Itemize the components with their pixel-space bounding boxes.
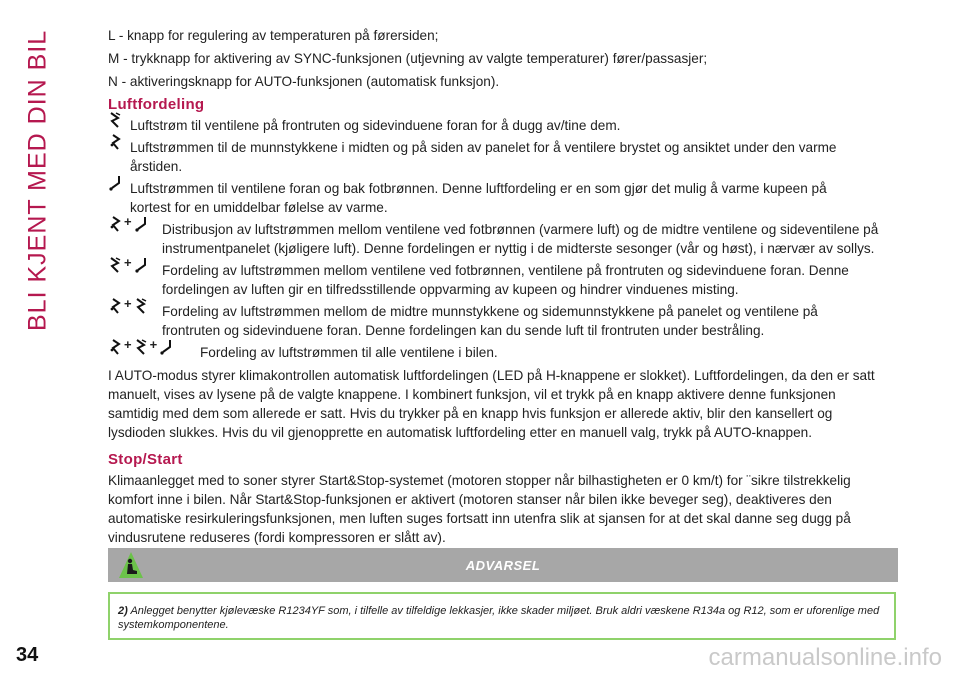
stopstart-line-3: automatiske resirkuleringsfunksjonen, men luften suges fortsatt inn utenfra slik at sjansen for at det skal danne seg dugg på — [108, 511, 851, 526]
warning-text: Anlegget benytter kjølevæske R1234YF som, i tilfelle av tilfeldige lekkasjer, ikke skader miljøet. Bruk aldri væskene R134a og R12, som er uforenlige med systemkomponentene. — [118, 605, 880, 631]
distribution-text: Luftstrømmen til ventilene foran og bak fotbrønnen. Denne luftfordeling er en som gjør det mulig å varme kupeen på — [130, 181, 827, 196]
distribution-text: Luftstrømmen til de munnstykkene i midten og på siden av panelet for å ventilere brystet og ansiktet under den varme — [130, 140, 837, 155]
warning-box — [108, 592, 896, 640]
feet-vent-icon — [108, 175, 122, 196]
intro-list — [108, 26, 900, 91]
feet-vent-icon — [159, 339, 173, 360]
distribution-text: årstiden. — [130, 159, 183, 174]
distribution-item — [108, 337, 900, 362]
auto-line-4: lysdioden slukkes. Hvis du vil gjenopprette en automatisk luftfordeling etter en manuell valg, trykk på AUTO-knappen. — [108, 425, 812, 440]
stopstart-paragraph — [108, 471, 900, 547]
distribution-icons — [108, 216, 148, 237]
stopstart-line-1: Klimaanlegget med to soner styrer Start&Stop-systemet (motoren stopper når bilhastigheten er 0 km/t) for ¨sikre tilstrekkelig — [108, 473, 851, 488]
warning-seat-icon — [118, 551, 144, 579]
distribution-text: kortest for en umiddelbar følelse av varme. — [130, 200, 388, 215]
auto-paragraph — [108, 366, 900, 442]
watermark: carmanualsonline.info — [708, 644, 942, 671]
stopstart-line-4: vindusrutene reduseres (fordi kompressoren er slått av). — [108, 530, 446, 545]
distribution-icons — [108, 257, 148, 278]
distribution-icons — [108, 339, 173, 360]
distribution-item — [108, 179, 900, 217]
defrost-vent-icon — [108, 112, 122, 133]
distribution-text: Luftstrøm til ventilene på frontruten og sidevinduene foran for å dugg av/tine dem. — [130, 118, 621, 133]
auto-line-2: manuelt, vises av lysene på de valgte knappene. I kombinert funksjon, vil et trykk på en knapp aktivere denne funksjonen — [108, 387, 836, 402]
distribution-item — [108, 116, 900, 135]
warning-bar — [108, 548, 898, 582]
main-content — [108, 26, 900, 547]
heading-luftfordeling: Luftfordeling — [108, 96, 205, 113]
plus-sign: + — [124, 255, 132, 270]
distribution-list — [108, 116, 900, 362]
intro-line-l: L - knapp for regulering av temperaturen på førersiden; — [108, 28, 439, 43]
distribution-item — [108, 255, 900, 299]
stopstart-line-2: komfort inne i bilen. Når Start&Stop-funksjonen er aktivert (motoren stanser når bilen ikke beveger seg), deaktiveres den — [108, 492, 832, 507]
distribution-item — [108, 296, 900, 340]
distribution-icons — [108, 112, 122, 133]
intro-line-m: M - trykknapp for aktivering av SYNC-funksjonen (utjevning av valgte temperaturer) fører/passasjer; — [108, 51, 708, 66]
distribution-text: fordelingen av luften gir en tilfredsstillende oppvarming av kupeen og hindrer vinduenes misting. — [162, 282, 739, 297]
distribution-icons — [108, 175, 122, 196]
distribution-text: Fordeling av luftstrømmen mellom de midtre munnstykkene og sidemunnstykkene på panelet og ventilene på — [162, 304, 818, 319]
plus-sign: + — [124, 337, 132, 352]
auto-line-3: samtidig med dem som allerede er satt. Hvis du trykker på en knapp hvis funksjon er allerede aktiv, blir den kansellert og — [108, 406, 833, 421]
distribution-icons — [108, 298, 148, 319]
plus-sign: + — [124, 214, 132, 229]
plus-sign: + — [124, 296, 132, 311]
distribution-icons — [108, 134, 122, 155]
defrost-vent-icon — [134, 339, 148, 360]
feet-vent-icon — [134, 216, 148, 237]
feet-vent-icon — [134, 257, 148, 278]
page-number: 34 — [16, 644, 39, 666]
face-vent-icon — [108, 339, 122, 360]
distribution-text: Fordeling av luftstrømmen mellom ventilene ved fotbrønnen, ventilene på frontruten og sidevinduene foran. Denne — [162, 263, 849, 278]
distribution-text: instrumentpanelet (kjøligere luft). Denne fordelingen er nyttig i de midterste sesonger (vår og høst), i nærvær av sollys. — [162, 241, 875, 256]
plus-sign: + — [149, 337, 158, 352]
face-vent-icon — [108, 216, 122, 237]
face-vent-icon — [108, 134, 122, 155]
distribution-text: Distribusjon av luftstrømmen mellom ventilene ved fotbrønnen (varmere luft) og de midtre ventilene og sideventilene på — [162, 222, 879, 237]
intro-line-n: N - aktiveringsknapp for AUTO-funksjonen (automatisk funksjon). — [108, 74, 500, 89]
distribution-text: Fordeling av luftstrømmen til alle ventilene i bilen. — [200, 345, 498, 360]
distribution-item — [108, 138, 900, 176]
defrost-vent-icon — [134, 298, 148, 319]
auto-line-1: I AUTO-modus styrer klimakontrollen automatisk luftfordelingen (LED på H-knappene er slokket). Luftfordelingen, da den er satt — [108, 368, 875, 383]
warning-number: 2) — [118, 605, 128, 617]
face-vent-icon — [108, 298, 122, 319]
heading-stopstart: Stop/Start — [108, 451, 183, 468]
defrost-vent-icon — [108, 257, 122, 278]
side-section-title: BLI KJENT MED DIN BIL — [23, 30, 52, 332]
warning-label: ADVARSEL — [465, 557, 541, 573]
distribution-item — [108, 214, 900, 258]
distribution-text: frontruten og sidevinduene foran. Denne fordelingen kan du sende luft til frontruten under bestråling. — [162, 323, 765, 338]
